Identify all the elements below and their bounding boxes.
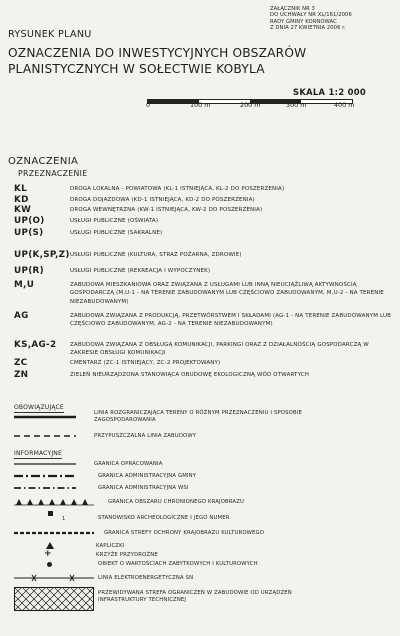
scale-tick: 300 m: [286, 101, 307, 109]
legend-desc: CMENTARZ (ZC-1 ISTNIEJĄCY, ZC-2 PROJEKTOWANY): [70, 360, 221, 366]
info-desc: OBIEKT O WARTOŚCIACH ZABYTKOWYCH I KULTUROWYCH: [98, 561, 258, 567]
info-desc: LINIA ELEKTROENERGETYCZNA SN: [98, 575, 194, 581]
legend-code: UP(S): [14, 228, 44, 238]
restriction-zone-symbol: [14, 587, 94, 611]
mandatory-heading: OBOWIĄZUJĄCE: [14, 404, 64, 411]
legend-desc: USŁUGI PUBLICZNE (KULTURA, STRAŻ POŻARNA, ZDROWIE): [70, 252, 242, 258]
village-boundary-symbol: [14, 483, 76, 493]
legend-code: KD: [14, 195, 29, 205]
scale-tick: 100 m: [190, 101, 211, 109]
study-boundary-symbol: [14, 460, 76, 468]
scale-tick: 200 m: [240, 101, 261, 109]
info-desc: GRANICA OPRACOWANIA: [94, 461, 163, 467]
building-line-symbol: [14, 432, 76, 440]
annex-line-2: DO UCHWAŁY NR XL/161/2006: [270, 12, 352, 19]
legend-desc: ZABUDOWA ZWIĄZANA Z PRODUKCJĄ, PRZETWÓRSTWEM I SKŁADAMI (AG-1 - NA TERENIE ZABUDOWANYM LUB CZĘŚCIOWO ZABUDOWANYM, AG-2 - NA TERENIE NIEZABUDOWANYM): [70, 313, 392, 328]
legend-code: ZC: [14, 358, 28, 368]
scale-tick: 400 m: [334, 101, 355, 109]
page-title: [8, 46, 393, 77]
legend-code: ZN: [14, 370, 29, 380]
legend-code: KW: [14, 205, 32, 215]
scale-label: SKALA 1:2 000: [293, 87, 367, 97]
annex-note: [270, 6, 396, 32]
power-line-symbol: [14, 573, 94, 583]
annex-line-3: RADY GMINY KORNOWAC: [270, 18, 337, 25]
legend-code: KL: [14, 184, 28, 194]
info-heading: INFORMACYJNE: [14, 450, 62, 457]
info-desc: KRZYŻE PRZYDROŻNE: [96, 552, 158, 558]
cross-icon: +: [44, 549, 52, 559]
info-desc: KAPLICZKI: [96, 543, 125, 549]
legend-code: M,U: [14, 280, 35, 290]
scale-tick: 0: [146, 101, 151, 109]
info-desc: GRANICA ADMINISTRACYJNA WSI: [98, 485, 189, 491]
cultural-landscape-zone-symbol: [14, 528, 94, 538]
archaeological-site-number: 1: [62, 516, 66, 522]
page-title-line-1: OZNACZENIA DO INWESTYCYJNYCH OBSZARÓW: [8, 46, 307, 60]
archaeological-site-icon: [48, 511, 53, 516]
legend-desc: USŁUGI PUBLICZNE (REKREACJA I WYPOCZYNEK): [70, 268, 211, 274]
legend-code: UP(O): [14, 216, 45, 226]
legend-code: UP(K,SP,Z): [14, 250, 70, 260]
landscape-protection-boundary-symbol: [14, 497, 94, 507]
boundary-line-symbol: [14, 412, 76, 422]
info-desc: PRZEWIDYWANA STREFA OGRANICZEŃ W ZABUDOWIE OD URZĄDZEŃ INFRASTRUKTURY TECHNICZNEJ: [98, 590, 292, 604]
mandatory-desc: PRZYPUSZCZALNA LINIA ZABUDOWY: [94, 433, 197, 439]
info-desc: GRANICA OBSZARU CHRONIONEGO KRAJOBRAZU: [108, 499, 245, 505]
legend-desc: ZIELEŃ NIEURZĄDZONA STANOWIĄCA OBUDOWĘ EKOLOGICZNĄ WÓD OTWARTYCH: [70, 372, 310, 378]
chapel-icon: [46, 542, 54, 549]
info-desc: GRANICA STREFY OCHRONY KRAJOBRAZU KULTUROWEGO: [104, 530, 265, 536]
info-desc: GRANICA ADMINISTRACYJNA GMINY: [98, 473, 197, 479]
legend-desc: USŁUGI PUBLICZNE (SAKRALNE): [70, 230, 163, 236]
page-title-line-2: PLANISTYCZNYCH W SOŁECTWIE KOBYLA: [8, 61, 265, 76]
legend-desc: USŁUGI PUBLICZNE (OŚWIATA): [70, 218, 159, 224]
heritage-object-icon: [47, 562, 52, 567]
legend-desc: ZABUDOWA ZWIĄZANA Z OBSŁUGĄ KOMUNIKACJI, PARKINGI ORAZ Z DZIAŁALNOŚCIĄ GOSPODARCZĄ W ZAKRESIE OBSŁUGI KOMUNIKACJI: [70, 342, 369, 357]
legend-heading: OZNACZENIA: [8, 156, 79, 167]
legend-code: AG: [14, 311, 29, 321]
legend-desc: DROGA WEWNĘTRZNA (KW-1 ISTNIEJĄCA, KW-2 DO POSZERZENIA): [70, 207, 263, 213]
legend-desc: ZABUDOWA MIESZKANIOWA ORAZ ZWIĄZANA Z USŁUGAMI LUB INNĄ NIEUCIĄŻLIWĄ AKTYWNOŚCIĄ GOSPODARCZĄ (M,U-1 - NA TERENIE ZABUDOWANYM LUB CZĘŚCIOWO ZABUDOWANYM, M,U-2 - NA TERENIE NIEZABUDOWANYM): [70, 282, 384, 305]
mandatory-desc: LINIA ROZGRANICZAJĄCA TERENY O RÓŻNYM PRZEZNACZENIU I SPOSOBIE ZAGOSPODAROWANIA: [94, 410, 302, 424]
legend-code: UP(R): [14, 266, 44, 276]
annex-line-4: Z DNIA 27 KWIETNIA 2006 r.: [270, 25, 346, 32]
legend-desc: DROGA LOKALNA - POWIATOWA (KL-1 ISTNIEJĄCA, KL-2 DO POSZERZENIA): [70, 186, 285, 192]
drawing-title: RYSUNEK PLANU: [8, 29, 92, 40]
legend-code: KS,AG-2: [14, 340, 57, 350]
legend-subheading: PRZEZNACZENIE: [18, 169, 88, 178]
legend-desc: DROGA DOJAZDOWA (KD-1 ISTNIEJĄCA, KD-2 DO POSZERZENIA): [70, 197, 255, 203]
info-desc: STANOWISKO ARCHEOLOGICZNE I JEGO NUMER: [98, 515, 230, 521]
annex-line-1: ZAŁĄCZNIK NR 3: [270, 6, 315, 12]
commune-boundary-symbol: [14, 471, 76, 481]
